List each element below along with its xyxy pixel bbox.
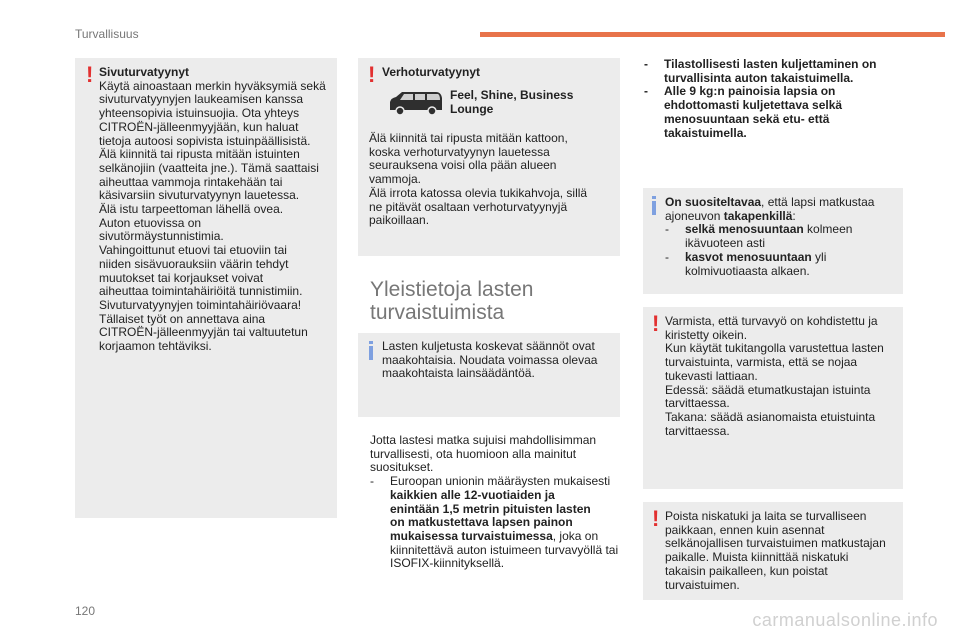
belt-line: tarvittaessa. — [665, 423, 730, 438]
curtain-line: vammoja. — [369, 172, 422, 187]
side-airbag-line: selkänojiin (vaatteita jne.). Tämä saattaisi — [99, 160, 319, 175]
side-airbag-line: käsivarsiin sivuturvatyynyn lauetessa. — [99, 188, 300, 203]
section-title-line: Yleistietoja lasten — [370, 278, 534, 301]
belt-line: Kun käytät tukitangolla varustettua lasten — [665, 341, 884, 356]
head-line: turvaistuimen. — [665, 577, 740, 592]
info-line: maakohtaisia. Noudata voimassa olevaa — [382, 352, 598, 367]
head-line: selkänojallisen turvaistuimen matkustajan — [665, 536, 886, 551]
list-line-bold: kaikkien alle 12-vuotiaiden ja — [390, 487, 555, 502]
info-icon — [369, 346, 373, 360]
rec-bold: On suositeltavaa — [665, 195, 762, 209]
curtain-line: seurauksena voisi olla pään alueen — [369, 158, 557, 173]
list-item: - kasvot menosuuntaan yli kolmivuotiaasta alkaen. — [665, 249, 827, 278]
belt-line: Edessä: säädä etumatkustajan istuinta — [665, 382, 871, 397]
side-airbag-line: sivuturvatyynyjen laukeamisen kanssa — [99, 92, 304, 107]
side-airbag-line: Auton etuovissa on — [99, 215, 202, 230]
list-line: Euroopan unionin määräysten mukaisesti — [390, 474, 611, 489]
info-line: Lasten kuljetusta koskevat säännöt ovat — [382, 339, 595, 353]
body-line: turvallisesti, ota huomioon alla mainitut — [370, 446, 577, 461]
side-airbag-line: korjaamon tehtäviksi. — [99, 339, 212, 354]
curtain-airbag-title: Verhoturvatyynyt — [382, 65, 481, 79]
list-line: ISOFIX-kiinnityksellä. — [390, 556, 505, 571]
side-airbag-line: tietoja autoosi sopivista istuinpäällisistä. — [99, 133, 311, 148]
info-text — [382, 340, 614, 381]
curtain-line: paikoillaan. — [369, 213, 430, 228]
head-line: paikalle. Muista kiinnittää niskatuki — [665, 550, 849, 565]
curtain-line: Älä kiinnitä tai ripusta mitään kattoon, — [369, 131, 568, 145]
list-line: kiinnitettävä auton istuimeen turvavyöllä tai — [390, 542, 619, 557]
side-airbag-line: aiheuttaa toimintahäiriöitä tunnistimiin. — [99, 284, 303, 299]
section-title-line: turvaistuimista — [370, 301, 505, 324]
body-line: Jotta lastesi matka sujuisi mahdollisimman — [370, 433, 597, 447]
side-airbag-line: Käytä ainoastaan merkin hyväksymiä sekä — [99, 78, 326, 93]
curtain-line: koska verhoturvatyynyn lauetessa — [369, 144, 550, 159]
list-dash: - — [370, 474, 374, 489]
models-line: Feel, Shine, Business — [450, 88, 574, 102]
belt-line: tarvittaessa. — [665, 396, 730, 411]
list-line: takaistuimella. — [664, 125, 747, 140]
body-line: suositukset. — [370, 460, 434, 475]
side-airbag-line: Älä kiinnitä tai ripusta mitään istuinten — [99, 147, 300, 162]
side-airbag-line: muutokset tai korjaukset voivat — [99, 270, 264, 285]
section-title — [370, 278, 533, 324]
seatbelt-text — [665, 315, 899, 438]
section-header: Turvallisuus — [75, 27, 139, 41]
list-line: ehdottomasti kuljetettava selkä — [664, 98, 843, 113]
statistics-list — [644, 58, 904, 140]
info-icon-dot — [652, 196, 656, 199]
curtain-airbag-text — [369, 132, 614, 228]
curtain-line: Älä irrota katossa olevia tukikahvoja, sillä — [369, 185, 588, 200]
header-accent-bar — [480, 32, 945, 37]
side-airbag-line: aiheuttaa vammoja rintakehään tai — [99, 174, 283, 189]
page-number: 120 — [75, 604, 96, 618]
belt-line: kiristetty oikein. — [665, 327, 748, 342]
belt-line: Varmista, että turvavyö on kohdistettu ja — [665, 314, 878, 328]
side-airbag-line: Sivuturvatyynyjen toimintahäiriövaara! — [99, 297, 302, 312]
list-item: - selkä menosuuntaan kolmeen ikävuoteen asti — [665, 222, 853, 251]
side-airbag-title: Sivuturvatyynyt — [99, 65, 190, 79]
side-airbag-line: CITROËN-jälleenmyyjän tai valtuutetun — [99, 325, 308, 340]
belt-line: tukevasti lattiaan. — [665, 368, 758, 383]
child-seat-body — [370, 434, 622, 571]
side-airbag-line: yhteensopivia istuinsuojia. Ota yhteys — [99, 106, 300, 121]
list-line: - Tilastollisesti lasten kuljettaminen on — [644, 57, 877, 71]
side-airbag-line: Vahingoittunut etuovi tai etuoviin tai — [99, 243, 287, 258]
warning-icon: ! — [652, 311, 660, 336]
warning-icon: ! — [652, 506, 660, 531]
info-icon — [652, 201, 656, 215]
info-line: maakohtaista lainsäädäntöä. — [382, 366, 535, 381]
watermark: carmanualsonline.info — [752, 610, 938, 630]
side-airbag-line: CITROËN-jälleenmyyjään, kun haluat — [99, 119, 299, 134]
head-line: paikkaan, ennen kuin asennat — [665, 522, 825, 537]
side-airbag-text — [99, 66, 335, 354]
list-line-bold: on matkustettava lapsen painon — [390, 515, 573, 530]
curtain-line: ne pitävät osaltaan verhoturvatyynyjä — [369, 199, 568, 214]
recommendation-text: On suositeltavaa, että lapsi matkustaa ajoneuvon takapenkillä: - selkä menosuuntaan kolmeen ikävuoteen asti - kasvot menosuuntaan yli kolmivuotiaasta alkaen. — [665, 196, 899, 278]
list-line-bold: mukaisessa turvaistuimessa — [390, 528, 553, 543]
side-airbag-line: Tällaiset työt on annettava aina — [99, 311, 266, 326]
warning-icon: ! — [368, 62, 376, 87]
list-item — [370, 475, 622, 571]
side-airbag-line: Älä istu tarpeettoman lähellä ovea. — [99, 202, 284, 217]
models-line: Lounge — [450, 101, 494, 116]
belt-line: turvaistuinta, varmista, että se nojaa — [665, 355, 858, 370]
van-icon — [386, 90, 444, 116]
info-icon-dot — [369, 341, 373, 344]
side-airbag-line: niiden sisävuorauksiin väärin tehdyt — [99, 256, 289, 271]
list-line: , joka on — [552, 528, 599, 543]
list-line: menosuuntaan sekä etu- että — [664, 111, 830, 126]
belt-line: Takana: säädä asianomaista etuistuinta — [665, 409, 876, 424]
head-line: Poista niskatuki ja laita se turvalliseen — [665, 509, 867, 523]
head-line: takaisin paikalleen, kun poistat — [665, 563, 828, 578]
warning-icon: ! — [86, 62, 94, 87]
head-restraint-text — [665, 510, 901, 592]
models-label — [450, 89, 573, 116]
list-line: turvallisinta auton takaistuimella. — [664, 70, 854, 85]
list-line: - Alle 9 kg:n painoisia lapsia on — [644, 84, 836, 99]
side-airbag-line: sivutörmäystunnistimia. — [99, 229, 224, 244]
list-line-bold: enintään 1,5 metrin pituisten lasten — [390, 501, 591, 516]
